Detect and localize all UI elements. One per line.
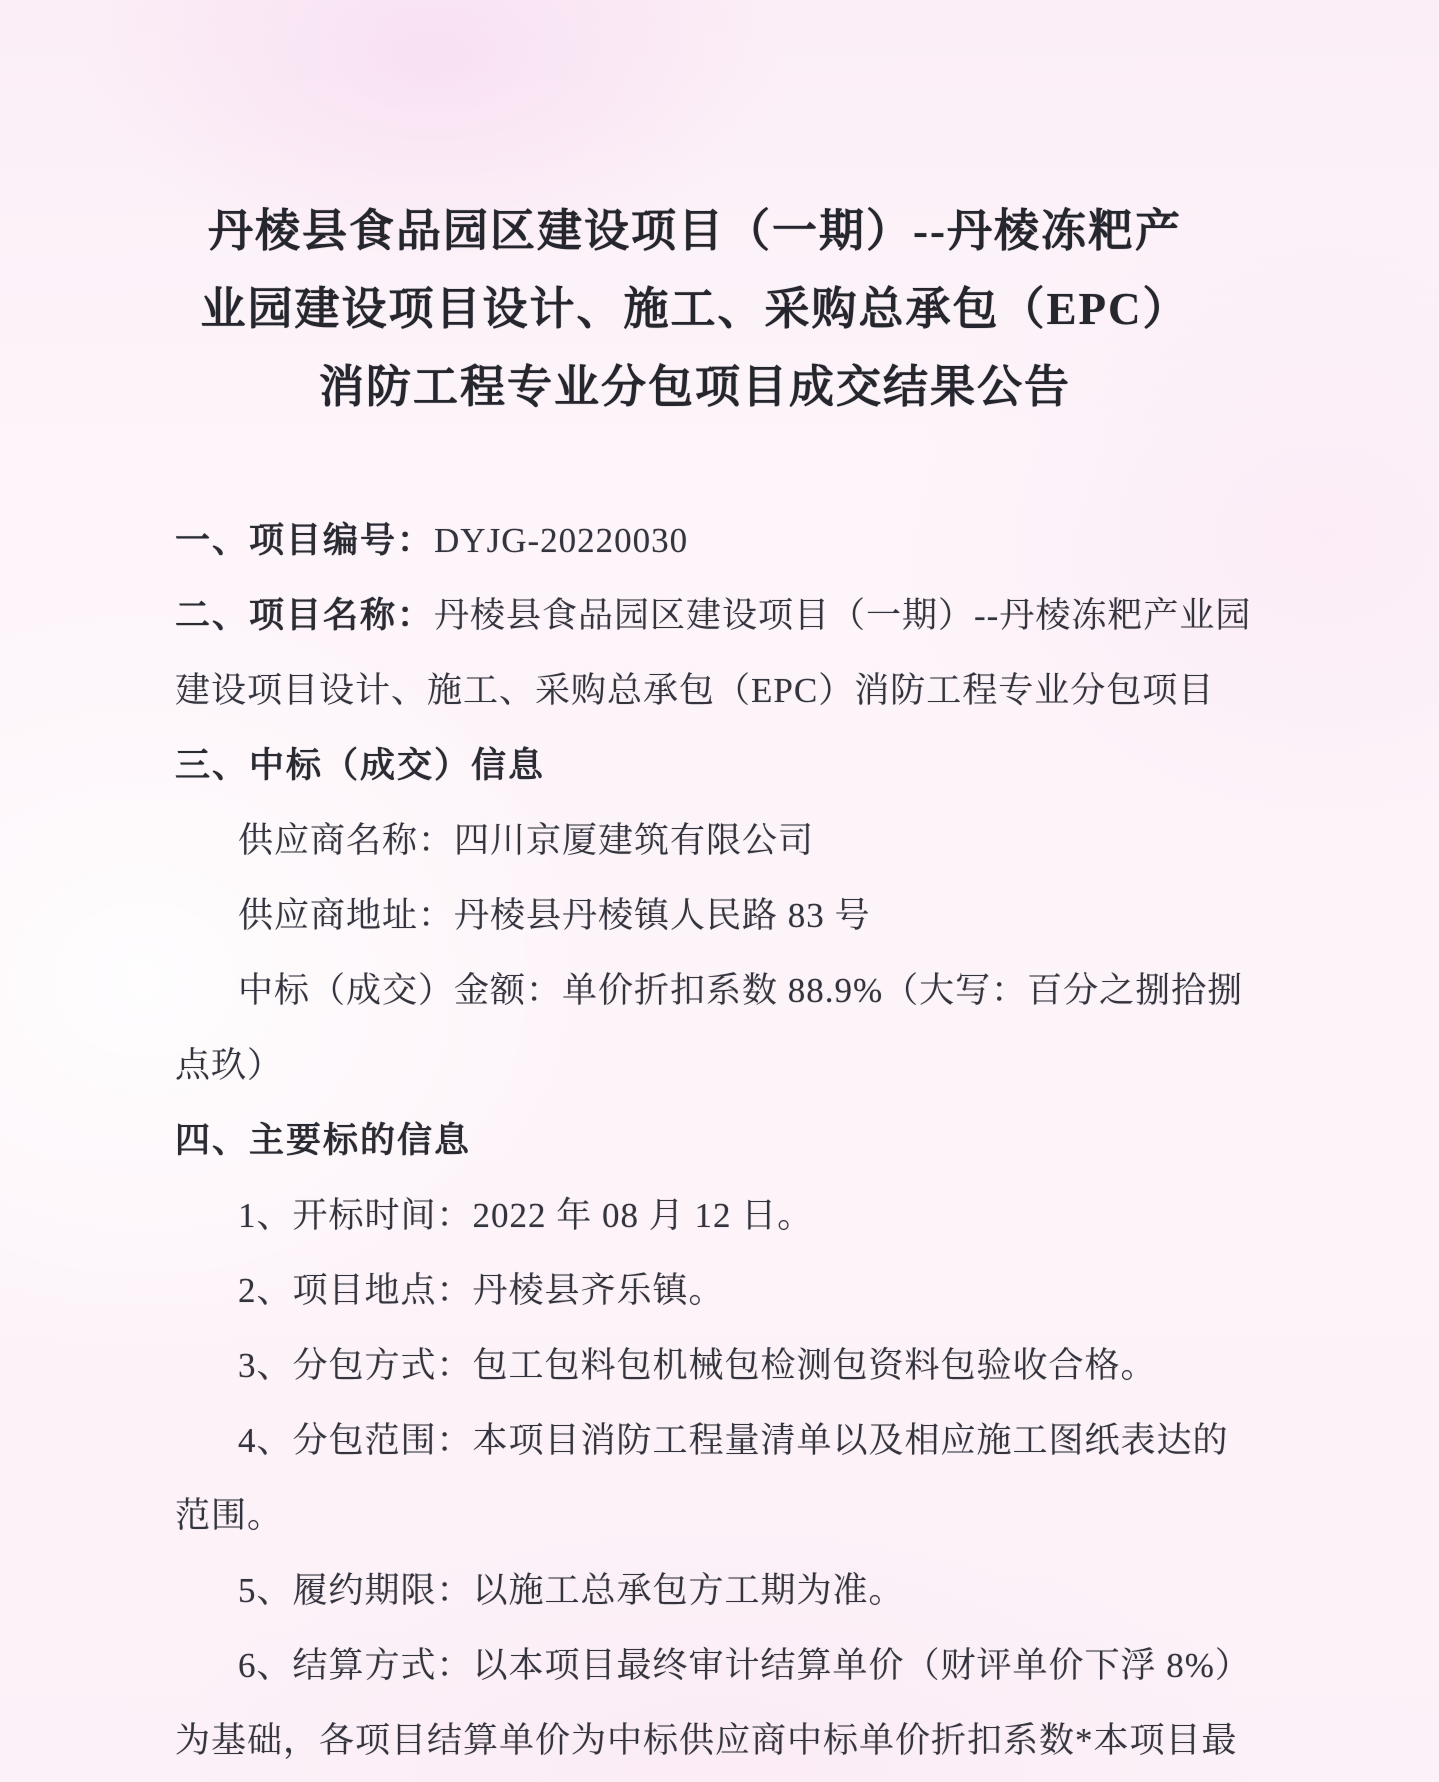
project-name-label: 二、项目名称： — [175, 596, 435, 635]
line-subcontract-scope-1 — [175, 1403, 1235, 1478]
project-number-label: 一、项目编号： — [175, 521, 435, 560]
line-award-amount-1 — [175, 953, 1244, 1028]
award-amount-1: 中标（成交）金额：单价折扣系数 88.9%（大写：百分之捌拾捌 — [238, 971, 1244, 1010]
settlement-method-2: 为基础，各项目结算单价为中标供应商中标单价折扣系数*本项目最 — [175, 1721, 1238, 1760]
project-location: 2、项目地点：丹棱县齐乐镇。 — [238, 1271, 725, 1310]
award-amount-2: 点玖） — [175, 1046, 284, 1085]
supplier-address: 供应商地址：丹棱县丹棱镇人民路 83 号 — [238, 896, 871, 935]
main-subject-heading: 四、主要标的信息 — [175, 1121, 472, 1160]
line-project-location — [175, 1253, 1235, 1328]
line-project-name-2 — [175, 653, 1235, 728]
performance-period: 5、履约期限：以施工总承包方工期为准。 — [238, 1571, 905, 1610]
settlement-method-1: 6、结算方式：以本项目最终审计结算单价（财评单价下浮 8%） — [238, 1646, 1251, 1685]
title-line-2: 业园建设项目设计、施工、采购总承包（EPC） — [200, 284, 1190, 334]
subcontract-scope-1: 4、分包范围：本项目消防工程量清单以及相应施工图纸表达的 — [238, 1421, 1229, 1460]
line-award-info-heading — [175, 728, 1235, 803]
line-subcontract-scope-2 — [175, 1478, 1235, 1553]
line-settlement-method-1 — [175, 1628, 1251, 1703]
project-name-value-2: 建设项目设计、施工、采购总承包（EPC）消防工程专业分包项目 — [175, 671, 1215, 710]
bid-opening-time: 1、开标时间：2022 年 08 月 12 日。 — [238, 1196, 814, 1235]
line-project-name-1 — [175, 578, 1252, 653]
supplier-name: 供应商名称：四川京厦建筑有限公司 — [238, 821, 815, 860]
line-supplier-address — [175, 878, 1235, 953]
line-bid-opening-time — [175, 1178, 1235, 1253]
subcontract-scope-2: 范围。 — [175, 1496, 284, 1535]
line-project-number — [175, 503, 1235, 578]
line-subcontract-method — [175, 1328, 1235, 1403]
line-settlement-method-2 — [175, 1703, 1238, 1778]
title-line-1: 丹棱县食品园区建设项目（一期）--丹棱冻粑产 — [208, 206, 1182, 256]
title-line-3: 消防工程专业分包项目成交结果公告 — [318, 362, 1071, 412]
line-supplier-name — [175, 803, 1235, 878]
document-body — [175, 503, 1252, 1778]
project-number-value: DYJG-20220030 — [434, 521, 689, 560]
award-info-heading: 三、中标（成交）信息 — [175, 746, 546, 785]
document-title — [150, 192, 1240, 426]
line-award-amount-2 — [175, 1028, 1235, 1103]
project-name-value-1: 丹棱县食品园区建设项目（一期）--丹棱冻粑产业园 — [434, 596, 1252, 635]
line-performance-period — [175, 1553, 1235, 1628]
line-main-subject-heading — [175, 1103, 1235, 1178]
subcontract-method: 3、分包方式：包工包料包机械包检测包资料包验收合格。 — [238, 1346, 1157, 1385]
